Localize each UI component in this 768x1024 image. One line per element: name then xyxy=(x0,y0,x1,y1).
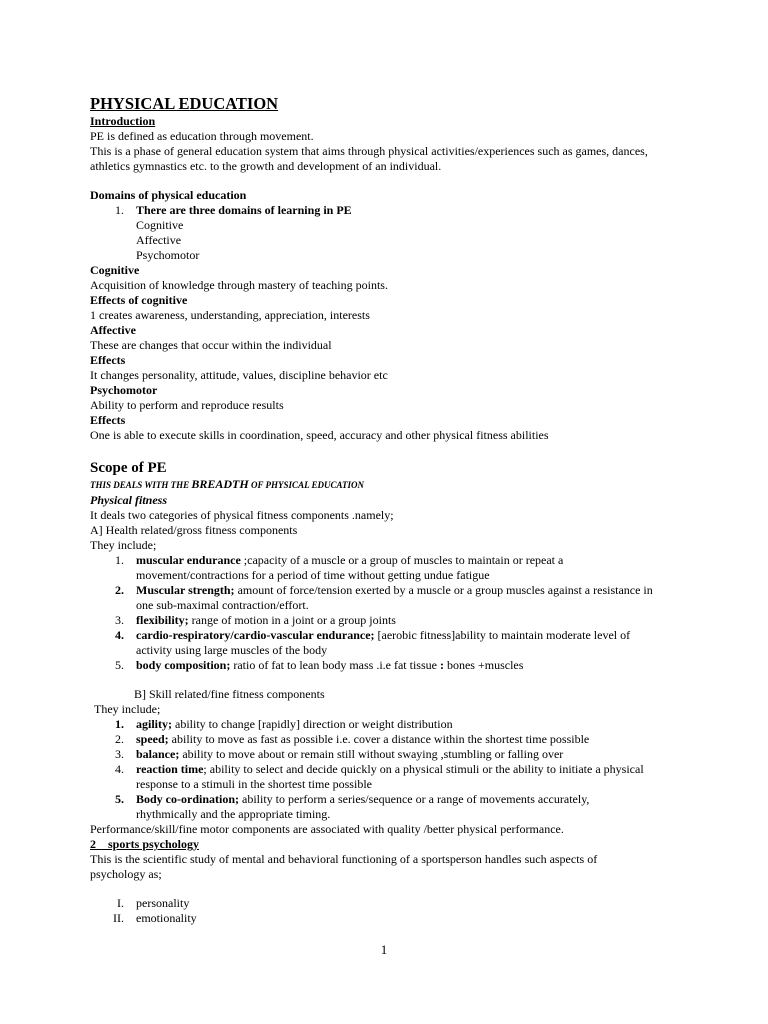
psychology-aspects-list xyxy=(90,896,690,926)
term: reaction time xyxy=(136,762,204,776)
breadth-word: BREADTH xyxy=(191,477,249,491)
intro-heading: Introduction xyxy=(90,114,156,128)
term: agility; xyxy=(136,717,172,731)
list-item-text: There are three domains of learning in PE xyxy=(136,203,352,217)
list-item xyxy=(90,628,690,658)
term: body composition; xyxy=(136,658,231,672)
intro-line: athletics gymnastics etc. to the growth and development of an individual. xyxy=(90,159,442,173)
page-title: PHYSICAL EDUCATION xyxy=(90,94,279,113)
list-item xyxy=(90,732,690,747)
cognitive-effects-text: 1 creates awareness, understanding, appreciation, interests xyxy=(90,308,370,322)
intro-line: This is a phase of general education system that aims through physical activities/experiences such as games, dances, xyxy=(90,144,648,158)
cognitive-heading: Cognitive xyxy=(90,263,140,277)
page-number: 1 xyxy=(380,942,388,957)
desc: [aerobic fitness]ability to maintain moderate level of xyxy=(374,628,631,642)
list-item xyxy=(90,203,690,218)
health-heading: A] Health related/gross fitness components xyxy=(90,523,298,537)
domains-heading: Domains of physical education xyxy=(90,188,247,202)
desc-cont: rhythmically and the appropriate timing. xyxy=(136,807,331,821)
term: muscular endurance xyxy=(136,553,241,567)
desc-cont: response to a stimuli in the shortest time possible xyxy=(136,777,372,791)
term: Body co-ordination; xyxy=(136,792,240,806)
list-item xyxy=(90,613,690,628)
affective-heading: Affective xyxy=(90,323,136,337)
affective-effects-heading: Effects xyxy=(90,353,126,367)
list-number: 1. xyxy=(115,717,124,731)
domain-subitem: Psychomotor xyxy=(136,248,200,262)
desc: ability to perform a series/sequence or a range of movements accurately, xyxy=(239,792,590,806)
domain-subitem: Cognitive xyxy=(136,218,184,232)
psychomotor-effects-heading: Effects xyxy=(90,413,126,427)
document-page xyxy=(90,94,690,926)
cognitive-effects-heading: Effects of cognitive xyxy=(90,293,188,307)
sports-psychology-heading: 2 sports psychology xyxy=(90,837,200,851)
domain-subitem: Affective xyxy=(136,233,182,247)
list-number: 2. xyxy=(115,732,124,746)
desc: ability to change [rapidly] direction or weight distribution xyxy=(172,717,453,731)
list-number: 1. xyxy=(115,553,124,567)
skill-heading: B] Skill related/fine fitness components xyxy=(134,687,325,701)
desc-cont: movement/contractions for a period of time without getting undue fatigue xyxy=(136,568,490,582)
domains-list xyxy=(90,203,690,218)
breadth-pre: THIS DEALS WITH THE xyxy=(90,480,192,490)
psychomotor-effects-text: One is able to execute skills in coordination, speed, accuracy and other physical fitness abilities xyxy=(90,428,549,442)
list-number: 2. xyxy=(115,583,124,597)
health-list xyxy=(90,553,690,673)
sports-psychology-text: psychology as; xyxy=(90,867,162,881)
list-number: 5. xyxy=(115,658,124,672)
list-item xyxy=(90,747,690,762)
desc: amount of force/tension exerted by a muscle or a group muscles against a resistance in xyxy=(234,583,653,597)
term: speed; xyxy=(136,732,169,746)
scope-heading: Scope of PE xyxy=(90,460,167,476)
desc: ratio of fat to lean body mass .i.e fat tissue xyxy=(230,658,440,672)
desc-bold: : xyxy=(439,658,444,672)
desc-cont: one sub-maximal contraction/effort. xyxy=(136,598,309,612)
list-number: 3. xyxy=(115,747,124,761)
term: balance; xyxy=(136,747,180,761)
intro-line: PE is defined as education through movement. xyxy=(90,129,314,143)
psychomotor-text: Ability to perform and reproduce results xyxy=(90,398,284,412)
list-item xyxy=(90,762,690,792)
list-item xyxy=(90,553,690,583)
fitness-heading: Physical fitness xyxy=(90,493,167,507)
desc-end: bones +muscles xyxy=(443,658,524,672)
they-include: They include; xyxy=(90,538,157,552)
desc: range of motion in a joint or a group joints xyxy=(188,613,396,627)
list-number: 3. xyxy=(115,613,124,627)
list-item xyxy=(90,583,690,613)
desc: ability to move about or remain still without swaying ,stumbling or falling over xyxy=(179,747,564,761)
term: cardio-respiratory/cardio-vascular endurance; xyxy=(136,628,375,642)
list-item-text: emotionality xyxy=(136,911,197,925)
sports-psychology-text: This is the scientific study of mental and behavioral functioning of a sportsperson handles such aspects of xyxy=(90,852,598,866)
affective-text: These are changes that occur within the individual xyxy=(90,338,332,352)
list-item xyxy=(90,896,690,911)
list-number: 4. xyxy=(115,762,124,776)
psychomotor-heading: Psychomotor xyxy=(90,383,158,397)
list-item-text: personality xyxy=(136,896,190,910)
list-item xyxy=(90,792,690,822)
list-number: I. xyxy=(117,896,124,910)
list-number: 5. xyxy=(115,792,124,806)
they-include: They include; xyxy=(94,702,161,716)
list-item xyxy=(90,717,690,732)
list-item xyxy=(90,658,690,673)
desc: ability to move as fast as possible i.e. cover a distance within the shortest time possible xyxy=(168,732,590,746)
skill-list xyxy=(90,717,690,822)
cognitive-text: Acquisition of knowledge through mastery of teaching points. xyxy=(90,278,388,292)
spacer xyxy=(90,443,690,457)
list-number: 4. xyxy=(115,628,124,642)
affective-effects-text: It changes personality, attitude, values, discipline behavior etc xyxy=(90,368,388,382)
list-number: II. xyxy=(113,911,124,925)
fitness-conclusion: Performance/skill/fine motor components are associated with quality /better physical performance. xyxy=(90,822,564,836)
term: flexibility; xyxy=(136,613,189,627)
spacer xyxy=(90,882,690,896)
spacer xyxy=(90,673,690,687)
desc: ; ability to select and decide quickly on a physical stimuli or the ability to initiate a physical xyxy=(203,762,644,776)
breadth-post: OF PHYSICAL EDUCATION xyxy=(248,480,364,490)
breadth-line xyxy=(90,477,690,493)
spacer xyxy=(90,174,690,188)
term: Muscular strength; xyxy=(136,583,235,597)
desc: ;capacity of a muscle or a group of muscles to maintain or repeat a xyxy=(240,553,564,567)
list-item xyxy=(90,911,690,926)
desc-cont: activity using large muscles of the body xyxy=(136,643,328,657)
fitness-intro: It deals two categories of physical fitness components .namely; xyxy=(90,508,394,522)
list-number: 1. xyxy=(115,203,124,217)
